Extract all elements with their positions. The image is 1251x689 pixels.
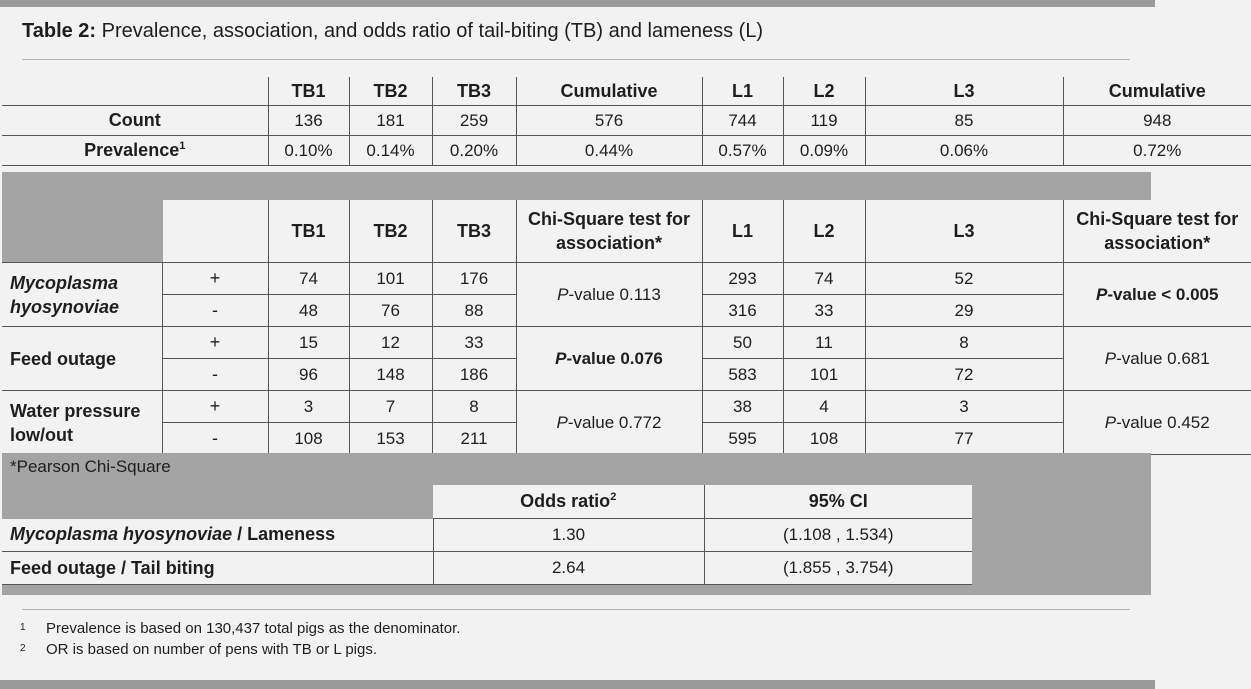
count-cell: 101	[349, 263, 432, 295]
footnote-text: Prevalence is based on 130,437 total pigs as the denominator.	[46, 620, 461, 637]
pvalue-text: -value 0.452	[1116, 412, 1210, 432]
count-cell: 72	[865, 359, 1063, 391]
sign-cell: -	[162, 423, 268, 455]
count-cell: 29	[865, 295, 1063, 327]
count-cell: 108	[268, 423, 349, 455]
count-cell: 11	[783, 327, 865, 359]
summary-cell: 0.72%	[1063, 136, 1251, 166]
summary-header-cell: TB2	[349, 77, 432, 106]
count-cell: 74	[783, 263, 865, 295]
odds-label-italic: Mycoplasma hyosynoviae	[10, 524, 233, 545]
header-empty	[162, 200, 268, 263]
pvalue-prefix: P	[555, 348, 567, 368]
summary-cell: 85	[865, 106, 1063, 136]
table-caption	[22, 20, 763, 43]
count-cell: 595	[702, 423, 783, 455]
count-cell: 77	[865, 423, 1063, 455]
pvalue-text: -value 0.681	[1116, 348, 1210, 368]
summary-header-empty	[2, 77, 268, 106]
row-label: Count	[2, 106, 268, 136]
pvalue-text: -value < 0.005	[1107, 284, 1219, 304]
association-row	[2, 391, 1251, 423]
pvalue-text: -value 0.772	[567, 412, 662, 432]
odds-label-rest: Feed outage / Tail biting	[10, 557, 215, 578]
sign-cell: +	[162, 327, 268, 359]
count-cell: 8	[432, 391, 516, 423]
odds-row-label	[2, 519, 433, 552]
odds-ratio-value: 1.30	[433, 519, 704, 552]
count-cell: 4	[783, 391, 865, 423]
footnote-mark: 1	[20, 622, 26, 633]
count-cell: 316	[702, 295, 783, 327]
summary-cell: 0.10%	[268, 136, 349, 166]
count-cell: 76	[349, 295, 432, 327]
caption-rule	[22, 59, 1130, 60]
odds-header-or-text: Odds ratio	[520, 491, 611, 511]
footnote-rule	[22, 609, 1130, 610]
pvalue-prefix: P	[1104, 348, 1117, 368]
header-cell-l3: L3	[865, 200, 1063, 263]
summary-cell: 948	[1063, 106, 1251, 136]
pearson-note: *Pearson Chi-Square	[10, 457, 171, 476]
pvalue-l	[1063, 391, 1251, 455]
summary-cell: 744	[702, 106, 783, 136]
sign-cell: -	[162, 295, 268, 327]
count-cell: 38	[702, 391, 783, 423]
summary-header-cell: L3	[865, 77, 1063, 106]
pvalue-prefix: P	[1104, 412, 1117, 432]
summary-cell: 181	[349, 106, 432, 136]
variable-label: Feed outage	[2, 327, 162, 391]
pvalue-prefix: P	[556, 412, 568, 432]
footnote-marker: 2	[610, 491, 617, 503]
header-cell-tb2: TB2	[349, 200, 432, 263]
count-cell: 74	[268, 263, 349, 295]
summary-cell: 0.09%	[783, 136, 865, 166]
odds-ci-value: (1.855 , 3.754)	[704, 552, 972, 585]
pvalue-tb	[516, 263, 702, 327]
odds-header-or	[433, 485, 704, 519]
sign-cell: +	[162, 391, 268, 423]
odds-header-row	[2, 485, 972, 519]
summary-cell: 136	[268, 106, 349, 136]
pvalue-text: -value 0.076	[566, 348, 663, 368]
summary-cell: 0.14%	[349, 136, 432, 166]
summary-cell: 119	[783, 106, 865, 136]
count-cell: 148	[349, 359, 432, 391]
count-cell: 96	[268, 359, 349, 391]
count-cell: 108	[783, 423, 865, 455]
summary-header-cell: L2	[783, 77, 865, 106]
caption-label: Table 2:	[22, 20, 97, 42]
summary-cell: 0.44%	[516, 136, 702, 166]
count-cell: 176	[432, 263, 516, 295]
header-cell-l1: L1	[702, 200, 783, 263]
summary-cell: 576	[516, 106, 702, 136]
count-cell: 3	[865, 391, 1063, 423]
count-cell: 33	[783, 295, 865, 327]
count-cell: 7	[349, 391, 432, 423]
odds-label-rest: / Lameness	[232, 524, 336, 545]
footnote-marker: 1	[179, 140, 186, 152]
pvalue-prefix: P	[557, 284, 569, 304]
count-cell: 52	[865, 263, 1063, 295]
summary-header-cell: TB1	[268, 77, 349, 106]
top-border-bar	[0, 0, 1155, 7]
header-chi-square-l: Chi-Square test for association*	[1063, 200, 1251, 263]
count-cell: 88	[432, 295, 516, 327]
variable-label: Water pressure low/out	[2, 391, 162, 455]
summary-table	[2, 77, 1251, 166]
summary-row-prevalence	[2, 136, 1251, 166]
row-label	[2, 136, 268, 166]
odds-row	[2, 552, 972, 585]
association-row	[2, 327, 1251, 359]
association-table	[2, 200, 1251, 455]
header-cell-tb3: TB3	[432, 200, 516, 263]
count-cell: 293	[702, 263, 783, 295]
summary-header-cell: Cumulative	[1063, 77, 1251, 106]
count-cell: 3	[268, 391, 349, 423]
summary-cell: 0.20%	[432, 136, 516, 166]
header-cell-l2: L2	[783, 200, 865, 263]
footnote-2	[20, 641, 377, 658]
footnote-1	[20, 620, 460, 637]
header-chi-square-tb: Chi-Square test for association*	[516, 200, 702, 263]
odds-ci-value: (1.108 , 1.534)	[704, 519, 972, 552]
row-label-text: Prevalence	[84, 140, 180, 160]
odds-row	[2, 519, 972, 552]
count-cell: 48	[268, 295, 349, 327]
summary-cell: 0.06%	[865, 136, 1063, 166]
summary-cell: 259	[432, 106, 516, 136]
pvalue-tb	[516, 327, 702, 391]
count-cell: 50	[702, 327, 783, 359]
footnote-mark: 2	[20, 643, 26, 654]
summary-header-cell: TB3	[432, 77, 516, 106]
count-cell: 186	[432, 359, 516, 391]
odds-ratio-value: 2.64	[433, 552, 704, 585]
count-cell: 12	[349, 327, 432, 359]
gray-separator-band	[2, 172, 1151, 200]
header-gray-corner	[2, 200, 162, 263]
count-cell: 153	[349, 423, 432, 455]
summary-cell: 0.57%	[702, 136, 783, 166]
count-cell: 583	[702, 359, 783, 391]
odds-header-ci: 95% CI	[704, 485, 972, 519]
odds-ratio-table	[2, 485, 972, 585]
summary-header-row	[2, 77, 1251, 106]
footnote-text: OR is based on number of pens with TB or L pigs.	[46, 641, 378, 658]
header-cell-tb1: TB1	[268, 200, 349, 263]
summary-row-count	[2, 106, 1251, 136]
count-cell: 101	[783, 359, 865, 391]
pvalue-text: -value 0.113	[568, 284, 661, 304]
association-header-row	[2, 200, 1251, 263]
count-cell: 33	[432, 327, 516, 359]
pvalue-l	[1063, 263, 1251, 327]
pvalue-tb	[516, 391, 702, 455]
count-cell: 211	[432, 423, 516, 455]
variable-name: Mycoplasma hyosynoviae	[10, 272, 120, 317]
variable-label	[2, 263, 162, 327]
association-row	[2, 263, 1251, 295]
count-cell: 15	[268, 327, 349, 359]
summary-header-cell: Cumulative	[516, 77, 702, 106]
pvalue-prefix: P	[1096, 284, 1108, 304]
bottom-border-bar	[0, 680, 1155, 689]
odds-row-label	[2, 552, 433, 585]
sign-cell: +	[162, 263, 268, 295]
odds-header-blank	[2, 485, 433, 519]
sign-cell: -	[162, 359, 268, 391]
pvalue-l	[1063, 327, 1251, 391]
summary-header-cell: L1	[702, 77, 783, 106]
count-cell: 8	[865, 327, 1063, 359]
caption-text: Prevalence, association, and odds ratio of tail-biting (TB) and lameness (L)	[96, 20, 764, 42]
